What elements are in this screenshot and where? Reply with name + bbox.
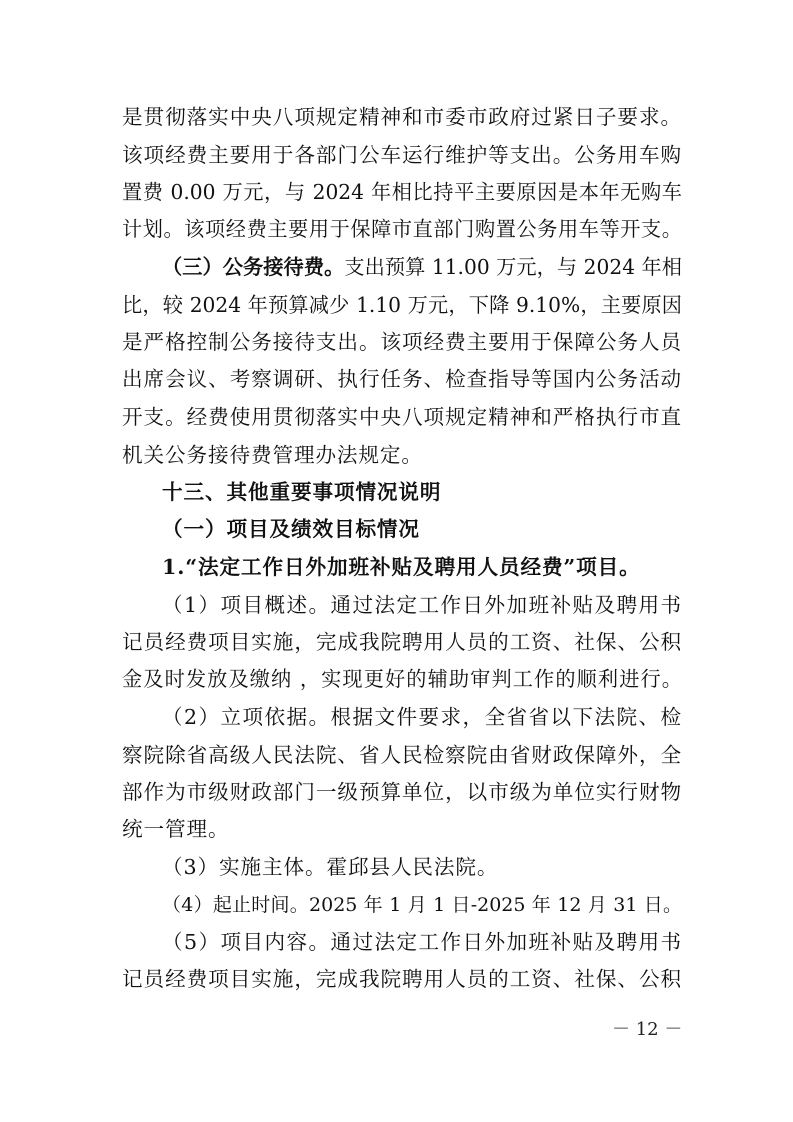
paragraph-line: 金及时发放及缴纳 ，实现更好的辅助审判工作的顺利进行。: [122, 667, 682, 691]
paragraph-line: 出席会议、考察调研、执行任务、检查指导等国内公务活动: [122, 367, 682, 391]
paragraph-line: 统一管理。: [122, 817, 230, 841]
paragraph-line: （5）项目内容。通过法定工作日外加班补贴及聘用书: [162, 930, 682, 954]
paragraph-line: （4）起止时间。2025 年 1 月 1 日-2025 年 12 月 31 日。: [162, 894, 682, 916]
paragraph-line: 该项经费主要用于各部门公车运行维护等支出。公务用车购: [122, 143, 682, 167]
paragraph-line: 计划。该项经费主要用于保障市直部门购置公务用车等开支。: [122, 217, 682, 241]
paragraph-line: 是严格控制公务接待支出。该项经费主要用于保障公务人员: [122, 330, 682, 354]
paragraph-line: 机关公务接待费管理办法规定。: [122, 443, 423, 467]
subsection-heading: （一）项目及绩效目标情况: [162, 517, 420, 541]
item-heading: 1.“法定工作日外加班补贴及聘用人员经费”项目。: [162, 555, 641, 579]
paragraph-line: （三）公务接待费。支出预算 11.00 万元，与 2024 年相: [162, 255, 682, 279]
paragraph-line: 比，较 2024 年预算减少 1.10 万元，下降 9.10%，主要原因: [122, 293, 682, 317]
paragraph-line: 察院除省高级人民法院、省人民检察院由省财政保障外，全: [122, 743, 682, 767]
paragraph-line: 记员经费项目实施，完成我院聘用人员的工资、社保、公积: [122, 630, 682, 654]
subheading-official-reception: （三）公务接待费。: [162, 255, 345, 279]
paragraph-line: 记员经费项目实施，完成我院聘用人员的工资、社保、公积: [122, 967, 682, 991]
paragraph-line: 是贯彻落实中央八项规定精神和市委市政府过紧日子要求。: [122, 105, 682, 129]
section-heading: 十三、其他重要事项情况说明: [162, 480, 442, 504]
paragraph-line: （3）实施主体。霍邱县人民法院。: [162, 855, 499, 879]
paragraph-line: 置费 0.00 万元，与 2024 年相比持平主要原因是本年无购车: [122, 180, 682, 204]
paragraph-line: （2）立项依据。根据文件要求，全省省以下法院、检: [162, 705, 682, 729]
page-number: － 12 －: [612, 1019, 683, 1040]
paragraph-line: 部作为市级财政部门一级预算单位，以市级为单位实行财物: [122, 780, 682, 804]
paragraph-line: （1）项目概述。通过法定工作日外加班补贴及聘用书: [162, 593, 682, 617]
paragraph-line: 开支。经费使用贯彻落实中央八项规定精神和严格执行市直: [122, 405, 682, 429]
